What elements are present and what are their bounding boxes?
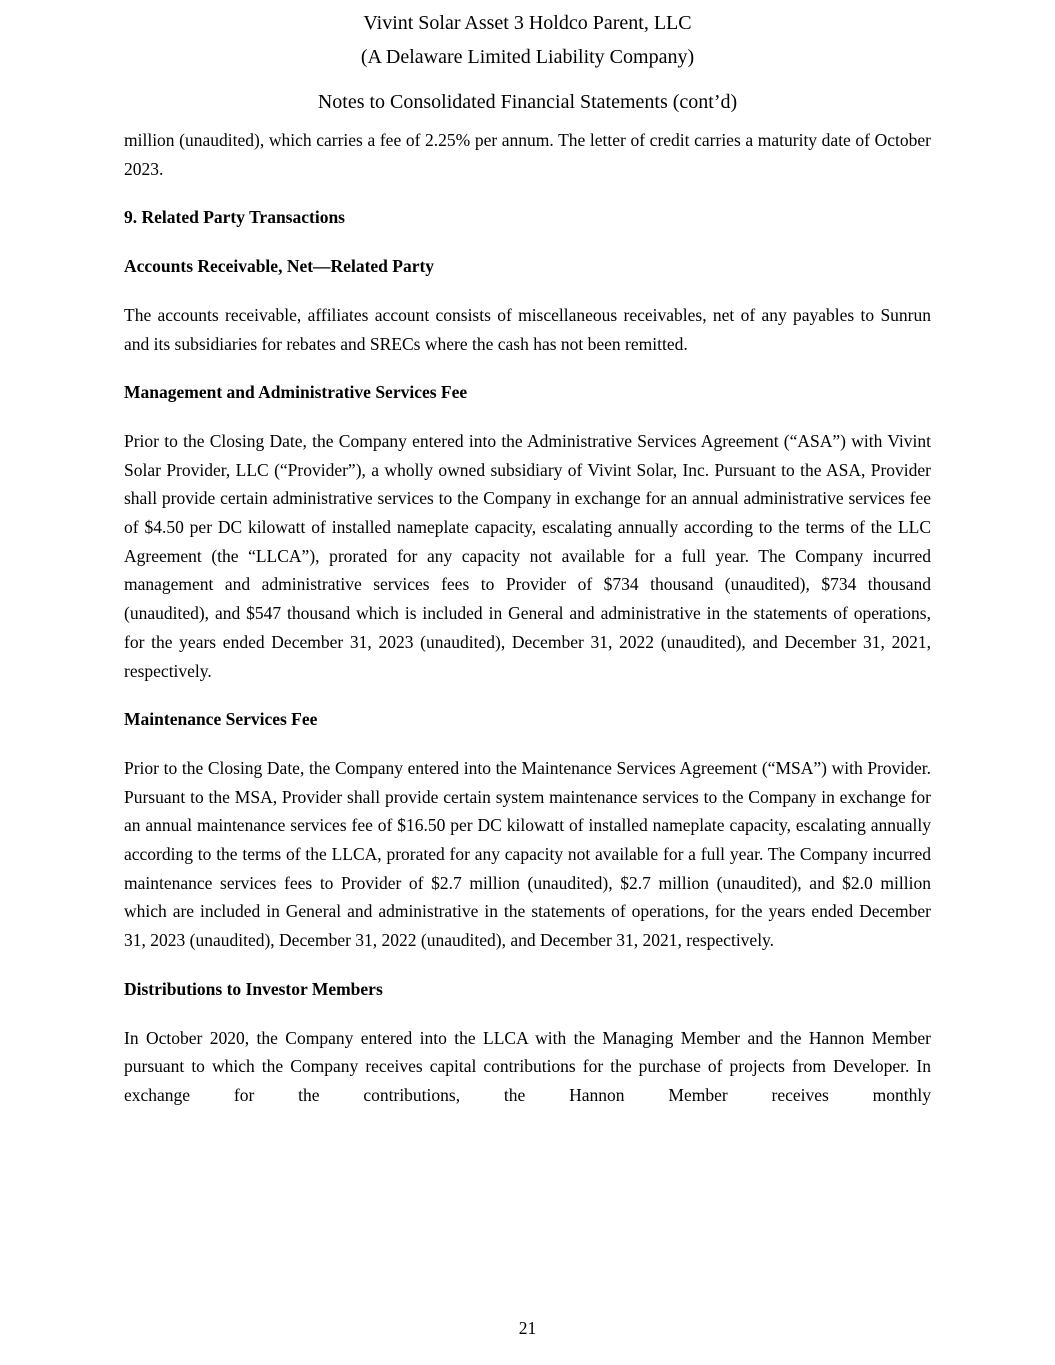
page-number: 21 xyxy=(518,1318,537,1338)
section-heading-related-party-transactions: 9. Related Party Transactions xyxy=(124,207,345,228)
maintenance-fee-paragraph: Prior to the Closing Date, the Company entered into the Maintenance Services Agreement (“MSA”) with Provider. Pursuant to the MSA, Provider shall provide certain system maintenance services to the Company in exchange for an annual maintenance services fee of $16.50 per DC kilowatt of installed nameplate capacity, escalating annually according to the terms of the LLCA, prorated for any capacity not available for a full year. The Company incurred maintenance services fees to Provider of $2.7 million (unaudited), $2.7 million (unaudited), and $2.0 million which are included in General and administrative in the statements of operations, for the years ended December 31, 2023 (unaudited), December 31, 2022 (unaudited), and December 31, 2021, respectively. xyxy=(124,757,931,951)
notes-title: Notes to Consolidated Financial Statements (cont’d) xyxy=(317,91,738,113)
company-title: Vivint Solar Asset 3 Holdco Parent, LLC xyxy=(363,12,692,34)
section-heading-accounts-receivable: Accounts Receivable, Net—Related Party xyxy=(124,256,435,277)
intro-paragraph: million (unaudited), which carries a fee of 2.25% per annum. The letter of credit carries a maturity date of October 2023. xyxy=(124,130,931,179)
section-heading-management-admin-fee: Management and Administrative Services Fee xyxy=(124,382,468,403)
document-header xyxy=(124,6,931,119)
company-entity-type: (A Delaware Limited Liability Company) xyxy=(360,46,695,68)
accounts-receivable-paragraph: The accounts receivable, affiliates account consists of miscellaneous receivables, net of any payables to Sunrun and its subsidiaries for rebates and SRECs where the cash has not been remitted. xyxy=(124,304,931,354)
section-heading-maintenance-fee: Maintenance Services Fee xyxy=(124,709,318,730)
document-body xyxy=(124,126,931,1110)
section-heading-distributions: Distributions to Investor Members xyxy=(124,978,383,999)
management-admin-fee-paragraph: Prior to the Closing Date, the Company entered into the Administrative Services Agreement (“ASA”) with Vivint Solar Provider, LLC (“Provider”), a wholly owned subsidiary of Vivint Solar, Inc. Pursuant to the ASA, Provider shall provide certain administrative services to the Company in exchange for an annual administrative services fee of $4.50 per DC kilowatt of installed nameplate capacity, escalating annually according to the terms of the LLC Agreement (the “LLCA”), prorated for any capacity not available for a full year. The Company incurred management and administrative services fees to Provider of $734 thousand (unaudited), $734 thousand (unaudited), and $547 thousand which is included in General and administrative in the statements of operations, for the years ended December 31, 2023 (unaudited), December 31, 2022 (unaudited), and December 31, 2021, respectively. xyxy=(124,430,931,681)
distributions-paragraph: In October 2020, the Company entered into the LLCA with the Managing Member and the Hannon Member pursuant to which the Company receives capital contributions for the purchase of projects from Developer. In exchange for the contributions, the Hannon Member receives monthly xyxy=(124,1027,931,1105)
